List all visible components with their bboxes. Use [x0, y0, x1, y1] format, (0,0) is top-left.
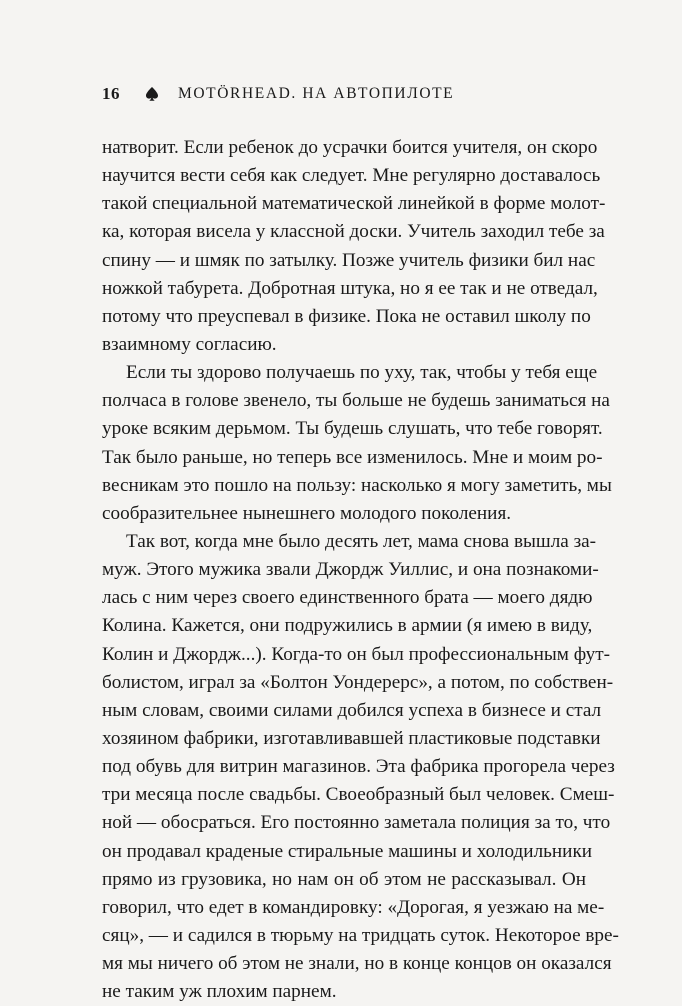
text-line: потому что преуспевал в физике. Пока не оставил школу по	[102, 305, 591, 327]
text-line: Так вот, когда мне было десять лет, мама снова вышла за-	[126, 530, 597, 552]
text-line: Так было раньше, но теперь все изменилось. Мне и моим ро-	[102, 446, 603, 468]
text-line: болистом, играл за «Болтон Уондерерс», а потом, по собствен-	[102, 671, 614, 693]
text-line: спину — и шмяк по затылку. Позже учитель физики бил нас	[102, 249, 596, 271]
paragraph-1	[102, 134, 606, 359]
text-line: сяц», — и садился в тюрьму на тридцать суток. Некоторое вре-	[102, 924, 619, 946]
paragraph-2	[102, 359, 612, 528]
text-line: весникам это пошло на пользу: насколько я могу заметить, мы	[102, 474, 612, 496]
text-line: под обувь для витрин магазинов. Эта фабрика прогорела через	[102, 756, 615, 778]
text-line: такой специальной математической линейкой в форме молот-	[102, 193, 606, 215]
text-line: научится вести себя как следует. Мне регулярно доставалось	[102, 165, 601, 187]
text-line: сообразительнее нынешнего молодого поколения.	[102, 502, 512, 524]
text-line: ка, которая висела у классной доски. Учитель заходил тебе за	[102, 221, 605, 243]
text-line: говорил, что едет в командировку: «Дорогая, я уезжаю на ме-	[102, 896, 605, 918]
text-line: ным словам, своими силами добился успеха в бизнесе и стал	[102, 699, 602, 721]
text-line: не таким уж плохим парнем.	[102, 981, 337, 1003]
text-line: ной — обосраться. Его постоянно заметала полиция за то, что	[102, 812, 611, 834]
text-line: полчаса в голове звенело, ты больше не будешь заниматься на	[102, 390, 610, 412]
page-header	[102, 82, 454, 106]
text-line: ножкой табурета. Добротная штука, но я ее так и не отведал,	[102, 277, 598, 299]
text-line: три месяца после свадьбы. Своеобразный был человек. Смеш-	[102, 784, 615, 806]
text-line: Колин и Джордж...). Когда-то он был профессиональным фут-	[102, 643, 611, 665]
text-line: Если ты здорово получаешь по уху, так, чтобы у тебя еще	[126, 362, 598, 384]
page-number: 16	[102, 84, 120, 103]
text-line: он продавал краденые стиральные машины и холодильники	[102, 840, 593, 862]
text-line: мя мы ничего об этом не знали, но в конце концов он оказался	[102, 953, 612, 975]
text-line: муж. Этого мужика звали Джордж Уиллис, и она познакоми-	[102, 559, 599, 581]
running-title: MOTÖRHEAD. НА АВТОПИЛОТЕ	[178, 85, 455, 102]
text-line: уроке всяким дерьмом. Ты будешь слушать, что тебе говорят.	[102, 418, 603, 440]
text-line: хозяином фабрики, изготавливавшей пластиковые подставки	[102, 727, 601, 749]
text-line: лась с ним через своего единственного брата — моего дядю	[102, 587, 593, 609]
body-text	[102, 134, 619, 1006]
text-line: взаимному согласию.	[102, 333, 277, 355]
text-line: натворит. Если ребенок до усрачки боится учителя, он скоро	[102, 137, 598, 158]
spade-icon	[144, 86, 160, 102]
text-line: Колина. Кажется, они подружились в армии (я имею в виду,	[102, 615, 593, 637]
paragraph-3	[102, 528, 619, 1006]
text-line: прямо из грузовика, но нам он об этом не рассказывал. Он	[102, 868, 586, 890]
